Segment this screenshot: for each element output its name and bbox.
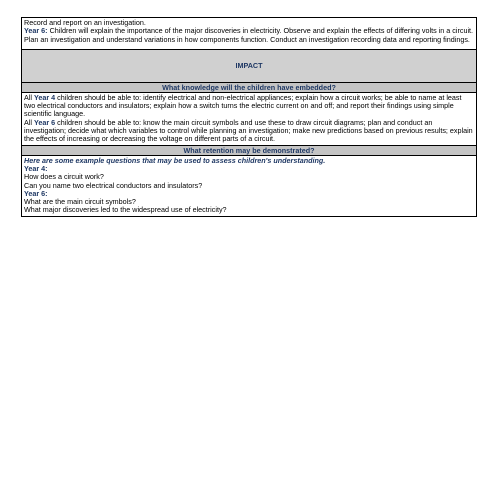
retention-heading: What retention may be demonstrated?	[22, 145, 477, 155]
year6-label: Year 6:	[24, 26, 48, 36]
year6-embedded-text: children should be able to: know the main circuit symbols and use these to draw circuit diagrams; plan and conduct an investigation; decide what which variables to control while planning an investigation; make new predictions based on previous results; explain the effects of increasing or decreasing the voltage on different parts of a circuit.	[24, 117, 473, 144]
record-report-line: Record and report on an investigation.	[24, 18, 146, 27]
year4-questions-label: Year 4:	[24, 163, 48, 173]
implementation-row	[22, 18, 477, 50]
assessment-note: Here are some example questions that may be used to assess children's understanding.	[24, 155, 326, 165]
embedded-heading: What knowledge will the children have embedded?	[22, 82, 477, 92]
year6-prefix: All	[24, 117, 34, 127]
embedded-heading-row	[22, 82, 477, 92]
year6-questions-label: Year 6:	[24, 188, 48, 198]
year4-embedded-text: children should be able to: identify electrical and non-electrical appliances; explain how a circuit works; be able to name at least two electrical conductors and insulators; explain how a switch turns the electric current on and off; and report their findings using simple scientific language.	[24, 92, 462, 119]
embedded-cell	[22, 92, 477, 145]
year6-question-1: What are the main circuit symbols?	[24, 197, 136, 207]
curriculum-table	[21, 17, 477, 217]
implementation-cell	[22, 18, 477, 50]
year4-label: Year 4	[34, 92, 56, 102]
year4-embedded	[24, 94, 474, 119]
year6-text: Children will explain the importance of the major discoveries in electricity. Observe and explain the effects of differing volts in a circuit. Plan an investigation and understand variations in how components function. Conduct an investigation recording data and reporting findings.	[24, 26, 474, 44]
year6-question-2: What major discoveries led to the widespread use of electricity?	[24, 205, 227, 215]
impact-heading: IMPACT	[22, 49, 477, 82]
embedded-row	[22, 92, 477, 145]
retention-row	[22, 155, 477, 216]
impact-row	[22, 49, 477, 82]
retention-cell	[22, 155, 477, 216]
year6-implementation	[24, 27, 474, 44]
year4-question-1: How does a circuit work?	[24, 172, 104, 182]
year6-embedded	[24, 119, 474, 144]
year6-label-embedded: Year 6	[34, 117, 56, 127]
year4-question-2: Can you name two electrical conductors and insulators?	[24, 180, 203, 190]
year4-prefix: All	[24, 92, 34, 102]
retention-heading-row	[22, 145, 477, 155]
